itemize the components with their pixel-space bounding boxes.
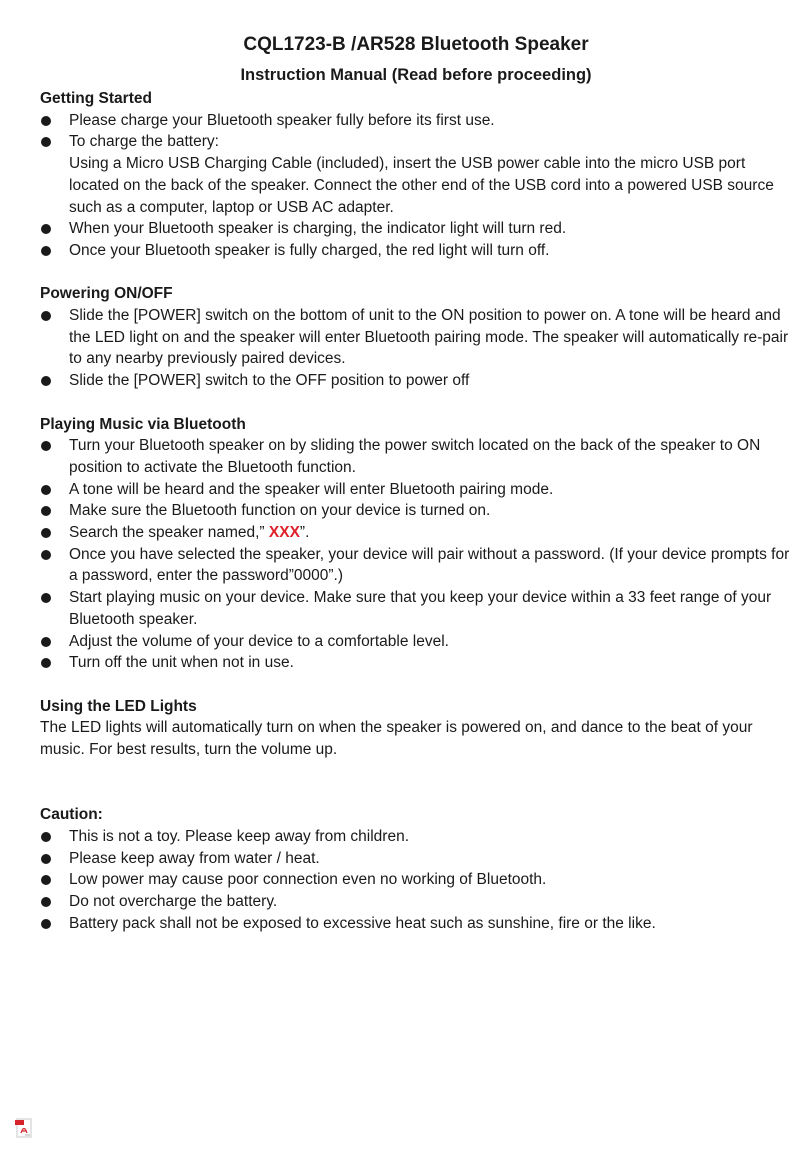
bullet-icon [41,116,51,126]
section-heading-playing: Playing Music via Bluetooth [40,415,246,433]
page-title: CQL1723-B /AR528 Bluetooth Speaker [243,34,589,55]
list-item: Once your Bluetooth speaker is fully charged, the red light will turn off. [40,240,792,262]
list-item: Turn off the unit when not in use. [40,652,792,674]
playing-list [40,435,792,674]
manual-page [40,30,792,934]
speaker-name: XXX [268,524,300,542]
list-item: Please keep away from water / heat. [40,848,792,870]
bullet-icon [41,506,51,516]
list-item: Slide the [POWER] switch on the bottom of unit to the ON position to power on. A tone will be heard and the LED light on and the speaker will enter Bluetooth pairing mode. The speaker will automatically re-pair to any nearby previously paired devices. [40,305,792,370]
list-item: Once you have selected the speaker, your device will pair without a password. (If your device prompts for a password, enter the password”0000”.) [40,544,792,587]
section-heading-getting-started: Getting Started [40,90,152,107]
section-heading-led: Using the LED Lights [40,697,197,715]
list-item: Turn your Bluetooth speaker on by sliding the power switch located on the back of the speaker to ON position to activate the Bluetooth function. [40,435,792,478]
list-item: This is not a toy. Please keep away from children. [40,826,792,848]
list-item: Slide the [POWER] switch to the OFF position to power off [40,370,792,392]
list-item: Low power may cause poor connection even no working of Bluetooth. [40,869,792,891]
bullet-icon [41,832,51,842]
bullet-icon [41,137,51,147]
led-description: The LED lights will automatically turn on when the speaker is powered on, and dance to the beat of your music. For best results, turn the volume up. [40,719,753,759]
bullet-icon [41,897,51,907]
bullet-icon [41,637,51,647]
list-item: To charge the battery: Using a Micro USB Charging Cable (included), insert the USB power cable into the micro USB port located on the back of the speaker. Connect the other end of the USB cord into a powered USB source such as a computer, laptop or USB AC adapter. [40,131,792,218]
section-heading-caution: Caution: [40,806,103,824]
section-heading-powering: Powering ON/OFF [40,285,173,303]
list-item: Make sure the Bluetooth function on your device is turned on. [40,500,792,522]
bullet-icon [41,550,51,560]
bullet-icon [41,311,51,321]
list-item: Do not overcharge the battery. [40,891,792,913]
list-item: Please charge your Bluetooth speaker fully before its first use. [40,110,792,132]
caution-list [40,826,792,935]
bullet-icon [41,593,51,603]
list-item: Search the speaker named,” XXX”. [40,522,792,544]
list-item: Adjust the volume of your device to a comfortable level. [40,631,792,653]
charging-instructions: Using a Micro USB Charging Cable (included), insert the USB power cable into the micro USB port located on the back of the speaker. Connect the other end of the USB cord into a powered USB source such as a computer, laptop or USB AC adapter. [69,155,774,216]
list-item: A tone will be heard and the speaker will enter Bluetooth pairing mode. [40,479,792,501]
list-item: Battery pack shall not be exposed to excessive heat such as sunshine, fire or the like. [40,913,792,935]
list-item: Start playing music on your device. Make sure that you keep your device within a 33 feet range of your Bluetooth speaker. [40,587,792,630]
bullet-icon [41,224,51,234]
list-item: When your Bluetooth speaker is charging, the indicator light will turn red. [40,218,792,240]
pdf-icon [14,1118,34,1138]
bullet-icon [41,376,51,386]
powering-list [40,305,792,392]
bullet-icon [41,854,51,864]
getting-started-list [40,110,792,262]
page-subtitle: Instruction Manual (Read before proceeding) [240,66,592,84]
bullet-icon [41,658,51,668]
bullet-icon [41,441,51,451]
bullet-icon [41,485,51,495]
bullet-icon [41,875,51,885]
bullet-icon [41,919,51,929]
bullet-icon [41,528,51,538]
bullet-icon [41,246,51,256]
